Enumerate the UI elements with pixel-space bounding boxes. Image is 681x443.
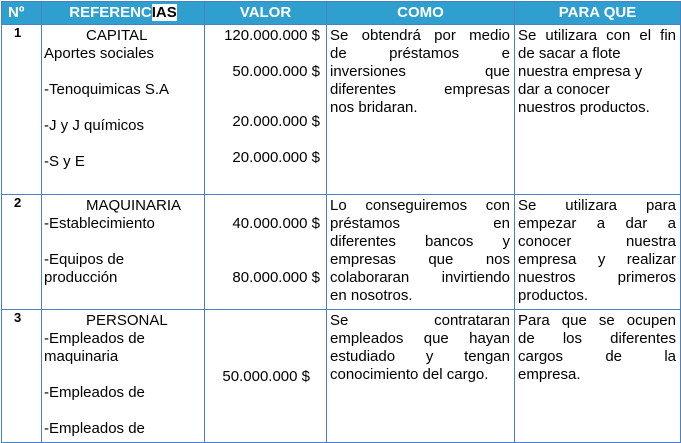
value-line: 50.000.000 $ <box>232 63 320 80</box>
header-referencias <box>42 2 205 25</box>
value-cell <box>205 195 327 310</box>
para-que-cell <box>515 310 681 443</box>
header-para-que: PARA QUE <box>515 2 681 25</box>
row-number: 2 <box>2 195 42 310</box>
reference-cell <box>42 195 205 310</box>
reference-line: CAPITAL <box>86 27 148 44</box>
como-line: inversiones que <box>330 63 510 80</box>
header-row <box>2 2 681 25</box>
para-que-line: productos. <box>518 287 589 304</box>
table-row-maquinaria <box>2 195 681 310</box>
reference-line: -J y J químicos <box>44 117 145 134</box>
header-valor: VALOR <box>205 2 327 25</box>
row-number: 1 <box>2 25 42 195</box>
table-row-personal <box>2 310 681 443</box>
value-line: 20.000.000 $ <box>232 113 320 130</box>
como-line: colaboraran invirtiendo <box>330 269 510 286</box>
como-line: empresas que nos <box>330 251 510 268</box>
value-cell <box>205 310 327 443</box>
como-line: diferentes empresas <box>330 81 510 98</box>
reference-cell <box>42 25 205 195</box>
como-cell <box>327 25 515 195</box>
para-que-line: empresa. <box>518 366 581 383</box>
para-que-line: nuestra empresa y <box>518 63 643 80</box>
para-que-line: empresa y realizar <box>518 251 676 268</box>
para-que-line: conocer nuestra <box>518 233 676 250</box>
para-que-cell <box>515 25 681 195</box>
como-cell <box>327 195 515 310</box>
para-que-line: nuestros productos. <box>518 99 650 116</box>
value-line: 50.000.000 $ <box>222 368 310 385</box>
reference-line: -Establecimiento <box>44 215 155 232</box>
para-que-line: Se utilizara para <box>518 197 676 214</box>
reference-cell <box>42 310 205 443</box>
para-que-line: de sacar a flote <box>518 45 621 62</box>
value-line: 20.000.000 $ <box>232 149 320 166</box>
reference-line: -Tenoquimicas S.A <box>44 81 170 98</box>
value-cell <box>205 25 327 195</box>
como-line: diferentes bancos y <box>330 233 510 250</box>
como-line: Lo conseguiremos con <box>330 197 510 214</box>
como-line: conocimiento del cargo. <box>330 366 489 383</box>
como-line: estudiado y tengan <box>330 348 510 365</box>
reference-line: MAQUINARIA <box>86 197 182 214</box>
value-line: 120.000.000 $ <box>224 27 320 44</box>
como-line: Se contrataran <box>330 312 510 329</box>
reference-line: Aportes sociales <box>44 45 155 62</box>
reference-line: -Empleados de <box>44 330 145 347</box>
header-referencias-main: REFERENC <box>69 4 152 21</box>
como-line: en nosotros. <box>330 287 413 304</box>
header-referencias-highlight: IAS <box>151 4 177 21</box>
para-que-line: dar a conocer <box>518 81 610 98</box>
table-row-capital <box>2 25 681 195</box>
value-line: 40.000.000 $ <box>232 215 320 232</box>
reference-line: -S y E <box>44 153 85 170</box>
value-line: 80.000.000 $ <box>232 269 320 286</box>
como-line: empleados que hayan <box>330 330 510 347</box>
para-que-line: de los diferentes <box>518 330 676 347</box>
para-que-line: Para que se ocupen <box>518 312 676 329</box>
como-line: nos bridaran. <box>330 99 418 116</box>
para-que-line: cargos de la <box>518 348 676 365</box>
reference-line: -Empleados de <box>44 420 145 437</box>
header-como: COMO <box>327 2 515 25</box>
para-que-line: Se utilizara con el fin <box>518 27 676 44</box>
reference-line: producción <box>44 269 118 286</box>
reference-line: -Empleados de <box>44 384 145 401</box>
como-line: de préstamos e <box>330 45 510 62</box>
para-que-line: nuestros primeros <box>518 269 676 286</box>
references-table <box>1 1 681 443</box>
como-line: Se obtendrá por medio <box>330 27 510 44</box>
reference-line: -Equipos de <box>44 251 125 268</box>
como-line: préstamos en <box>330 215 510 232</box>
reference-line: PERSONAL <box>86 312 168 329</box>
para-que-line: empezar a dar a <box>518 215 676 232</box>
header-num: Nº <box>2 2 42 25</box>
como-cell <box>327 310 515 443</box>
row-number: 3 <box>2 310 42 443</box>
para-que-cell <box>515 195 681 310</box>
reference-line: maquinaria <box>44 348 119 365</box>
